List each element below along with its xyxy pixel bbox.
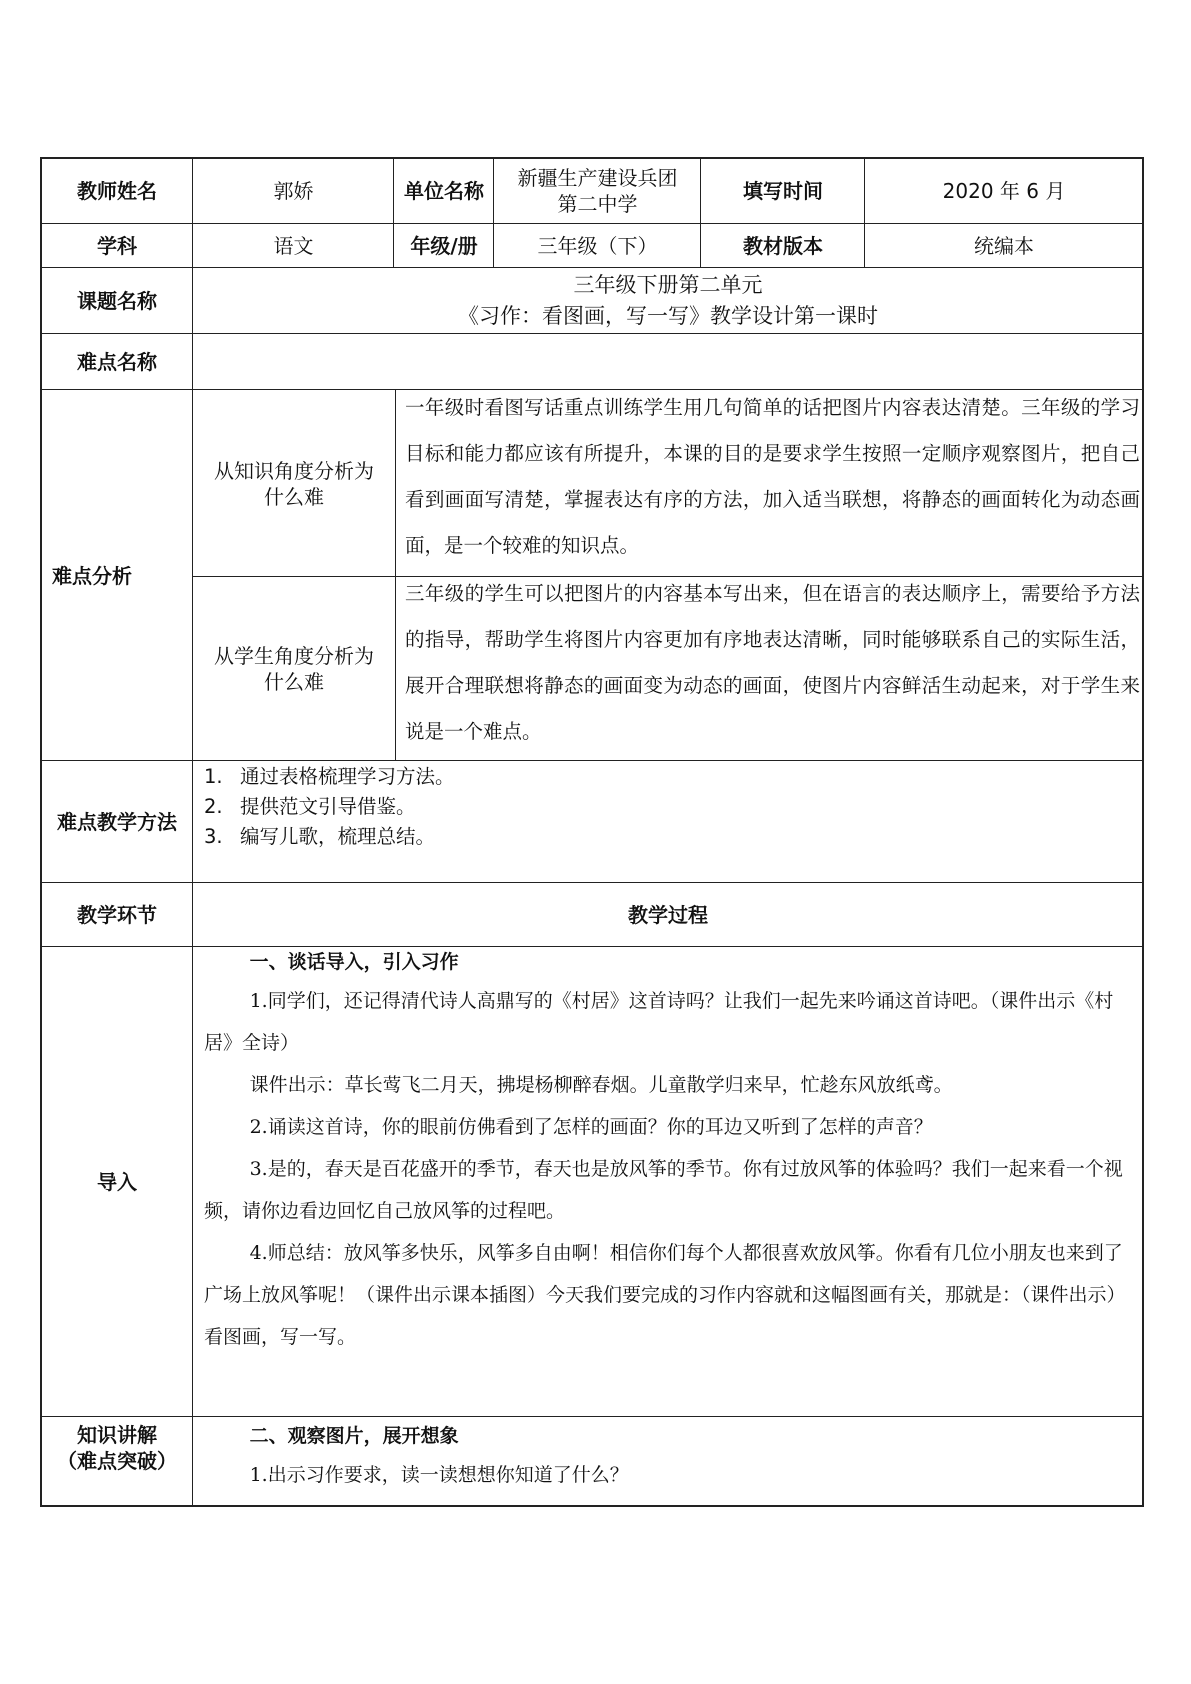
knowledge-angle-text: 一年级时看图写话重点训练学生用几句简单的话把图片内容表达清楚。三年级的学习目标和能力都应该有所提升，本课的目的是要求学生按照一定顺序观察图片，把自己看到画面写清楚，掌握表达有序的方法，加入适当联想，将静态的画面转化为动态画面，是一个较难的知识点。 [405, 396, 1140, 557]
row-divider [40, 267, 1144, 268]
unit-value-line1: 新疆生产建设兵团 [517, 166, 678, 190]
difficulty-name-value [194, 335, 1142, 389]
difficulty-analysis-label: 难点分析 [52, 563, 132, 588]
knowledge-body [204, 1418, 1140, 1496]
methods-list [204, 762, 1124, 852]
col-divider [700, 157, 701, 267]
topic-value [194, 269, 1142, 333]
edition-value: 统编本 [974, 234, 1034, 258]
intro-heading: 一、谈话导入，引入习作 [249, 951, 459, 973]
knowledge-label [42, 1418, 192, 1482]
intro-paragraph: 课件出示：草长莺飞二月天，拂堤杨柳醉春烟。儿童散学归来早，忙趁东风放纸鸢。 [249, 1074, 953, 1096]
list-item: 2. 提供范文引导借鉴。 [204, 795, 416, 818]
intro-paragraph: 3.是的，春天是百花盛开的季节，春天也是放风筝的季节。你有过放风筝的体验吗？我们一起来看一个视频，请你边看边回忆自己放风筝的过程吧。 [204, 1158, 1123, 1222]
list-item: 1. 通过表格梳理学习方法。 [204, 765, 455, 788]
knowledge-label-line1: 知识讲解 [77, 1423, 157, 1447]
col-divider [395, 389, 396, 760]
edition-label: 教材版本 [743, 234, 823, 258]
topic-line1: 三年级下册第二单元 [573, 272, 763, 297]
intro-paragraph: 4.师总结：放风筝多快乐，风筝多自由啊！相信你们每个人都很喜欢放风筝。你看有几位小朋友也来到了广场上放风筝呢！（课件出示课本插图）今天我们要完成的习作内容就和这幅图画有关，那就是：（课件出示）看图画，写一写。 [204, 1242, 1126, 1348]
difficulty-name-label: 难点名称 [77, 350, 157, 374]
methods-label: 难点教学方法 [57, 810, 177, 834]
unit-value [495, 159, 700, 223]
row-divider [40, 223, 1144, 224]
col-divider [864, 157, 865, 267]
teacher-value: 郭娇 [273, 179, 314, 203]
row-divider [40, 882, 1144, 883]
topic-line2: 《习作：看图画，写一写》教学设计第一课时 [458, 304, 878, 328]
row-divider [40, 333, 1144, 334]
teacher-label: 教师姓名 [77, 179, 157, 203]
topic-label: 课题名称 [77, 289, 157, 313]
knowledge-heading: 二、观察图片，展开想象 [249, 1425, 459, 1447]
process-label: 教学过程 [628, 903, 708, 927]
date-value: 2020 年 6 月 [942, 179, 1066, 203]
intro-label: 导入 [97, 1170, 137, 1194]
stage-label: 教学环节 [77, 903, 157, 927]
row-divider [40, 760, 1144, 761]
student-angle-text: 三年级的学生可以把图片的内容基本写出来，但在语言的表达顺序上，需要给予方法的指导，帮助学生将图片内容更加有序地表达清晰，同时能够联系自己的实际生活，展开合理联想将静态的画面变为动态的画面，使图片内容鲜活生动起来，对于学生来说是一个难点。 [405, 582, 1140, 743]
grade-value: 三年级（下） [537, 234, 658, 258]
unit-label: 单位名称 [404, 179, 484, 203]
grade-label: 年级/册 [410, 234, 478, 258]
col-divider [493, 157, 494, 267]
intro-paragraph: 2.诵读这首诗，你的眼前仿佛看到了怎样的画面？你的耳边又听到了怎样的声音？ [249, 1116, 933, 1138]
intro-body [204, 944, 1140, 1358]
col-divider [393, 157, 394, 267]
subject-label: 学科 [97, 234, 137, 258]
student-angle-label: 从学生角度分析为什么难 [214, 644, 374, 694]
list-item: 3. 编写儿歌，梳理总结。 [204, 825, 436, 848]
knowledge-paragraph: 1.出示习作要求，读一读想想你知道了什么？ [249, 1464, 629, 1486]
unit-value-line2: 第二中学 [557, 192, 638, 216]
knowledge-label-line2: （难点突破） [57, 1449, 177, 1473]
col-divider [192, 157, 193, 1506]
table-bottom-border [40, 1505, 1144, 1507]
table-right-border [1142, 157, 1144, 1506]
subject-value: 语文 [273, 234, 314, 258]
row-divider [40, 1416, 1144, 1417]
date-label: 填写时间 [743, 179, 823, 203]
intro-paragraph: 1.同学们，还记得清代诗人高鼎写的《村居》这首诗吗？让我们一起先来吟诵这首诗吧。（课件出示《村居》全诗） [204, 990, 1114, 1054]
knowledge-angle-label: 从知识角度分析为什么难 [214, 458, 374, 509]
